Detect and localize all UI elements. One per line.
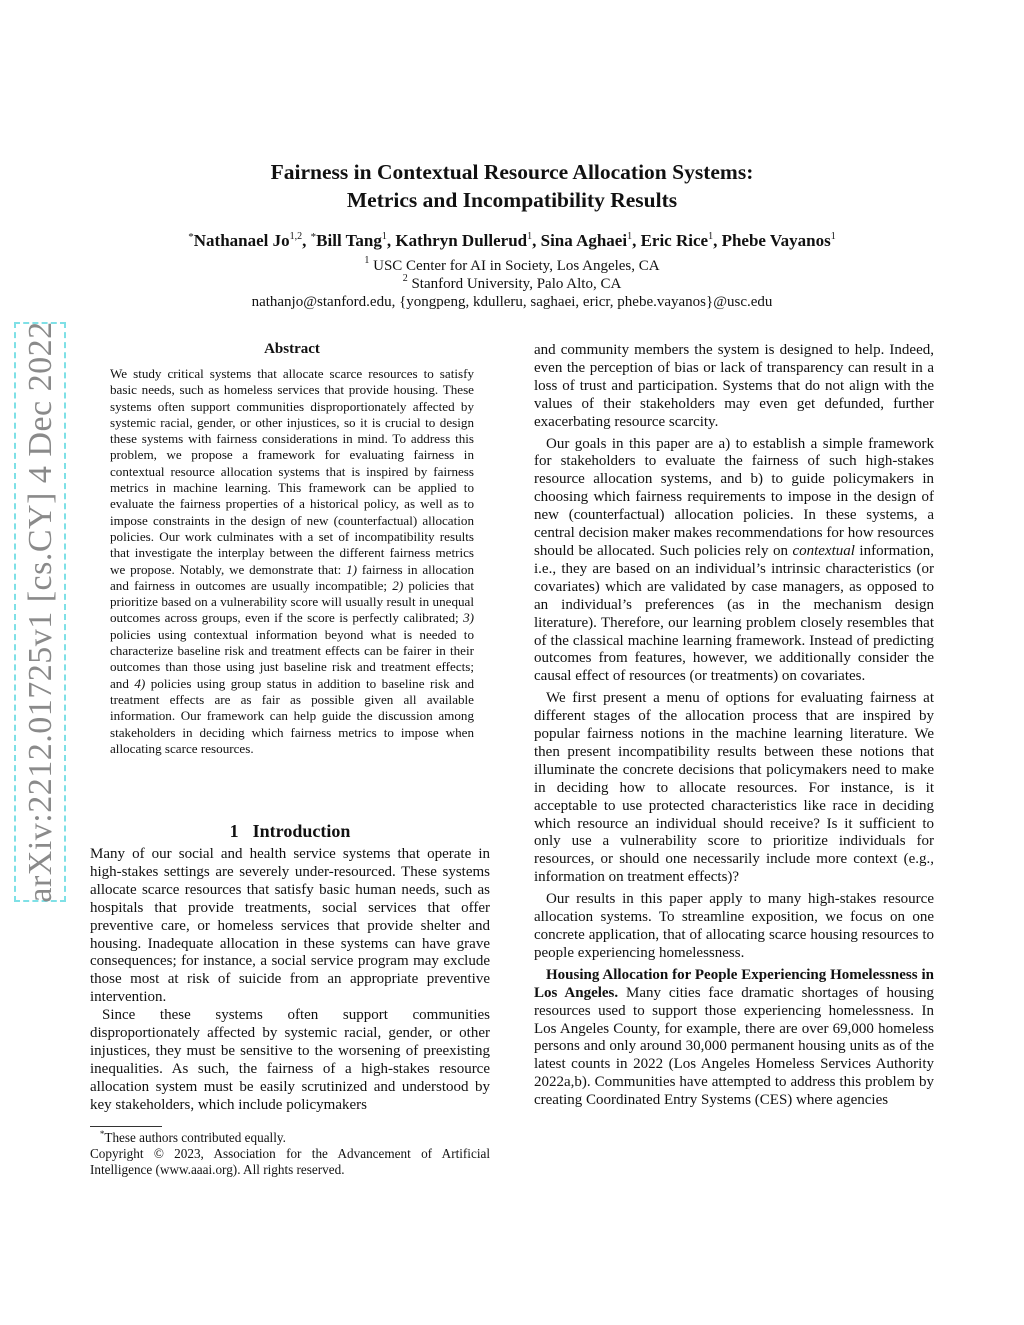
abstract-heading: Abstract [264,341,320,357]
author-name: Nathanael Jo [193,231,290,250]
affiliation-marker: 2 [402,273,408,284]
finding-number: 4) [134,675,146,691]
footnote-rule [90,1126,162,1127]
paragraph-text: Many cities face dramatic shortages of housing resources used to support those experiencing homelessness. In Los Angeles County, for example, there are over 69,000 homeless persons and only around 30,000 permanent housing units as of the latest counts in 2022 (Los Angeles Homeless Services Authority 2022a,b). Communities have attempted to address this problem by creating Coordinated Entry Systems (CES) where agencies [534,984,934,1109]
paper-title [0,158,1024,214]
affiliation-1 [0,255,1024,275]
author-affil: 1 [527,231,533,242]
left-column-body [90,846,490,1115]
author-emails: nathanjo@stanford.edu, {yongpeng, kdulleru, saghaei, ericr, phebe.vayanos}@usc.edu [251,294,773,310]
affiliation-text: Stanford University, Palo Alto, CA [411,276,622,292]
emphasis: contextual [792,542,855,559]
run-in-heading: Housing Allocation for People Experiencing Homelessness in Los Angeles. [534,966,934,1001]
footnote-marker: * [99,1129,105,1139]
abstract-text: We study critical systems that allocate scarce resources to satisfy basic needs, such as homeless services that provide housing. These systems often support communities disproportionately affected by systemic racial, gender, or other injustices, so it is crucial to design these systems with fairness considerations in mind. To address this problem, we propose a framework for evaluating fairness in contextual resource allocation systems that is inspired by fairness metrics in machine learning. This framework can be applied to evaluate the fairness properties of a historical policy, as well as to impose constraints in the design of new (counterfactual) allocation policies. Our work culminates with a set of incompatibility results that investigate the interplay between the different fairness metrics we propose. Notably, we demonstrate that: [110,366,474,577]
paragraph: Since these systems often support communities disproportionately affected by systemic racial, gender, or other injustices, they must be sensitive to the worsening of preexisting inequalities. As such, the fairness of a high-stakes resource allocation system must be easily scrutinized and understood by key stakeholders, which include policymakers [90,1007,490,1113]
author-list [0,229,1024,253]
finding-number: 2) [392,577,404,593]
author-sep: , [532,231,541,250]
author-sep: , [386,231,396,250]
affiliation-2 [0,273,1024,293]
author-name: Phebe Vayanos [721,231,831,250]
author-sep: , [302,231,311,250]
finding-number: 3) [463,610,474,626]
author-affil: 1,2 [289,231,303,242]
right-column-body [534,342,934,1110]
author-name: Sina Aghaei [540,231,628,250]
section-heading [90,821,490,842]
title-line-2: Metrics and Incompatibility Results [346,188,678,212]
abstract-text: policies using contextual information beyond what is needed to characterize baseline risk and treatment effects can be fairer in their outcomes than those using just baseline risk and treatment effects; and [110,626,474,691]
author-marker: * [310,231,317,243]
paragraph-text: Our goals in this paper are a) to establish a simple framework for stakeholders to evaluate the fairness of such high-stakes resource allocation systems, and b) to guide policymakers in choosing which fairness requirements to impose in the design of new (counterfactual) allocation policies. In these systems, a central decision maker makes recommendations for how resources should be allocated. Such policies rely on [534,435,934,559]
paragraph: Our results in this paper apply to many high-stakes resource allocation systems. To streamline exposition, we focus on one concrete application, that of allocating scarce housing resources to people experiencing homelessness. [534,891,934,961]
author-sep: , [632,231,641,250]
abstract-text: policies that prioritize based on a vulnerability score will usually result in unequal outcomes across groups, even if the score is perfectly calibrated; [110,577,474,626]
author-affil: 1 [627,231,633,242]
author-marker: * [188,231,194,243]
abstract-text: fairness in allocation and fairness in outcomes are usually incompatible; [110,561,474,593]
author-affil: 1 [830,231,836,242]
section-number: 1 [229,821,239,841]
copyright-notice: Copyright © 2023, Association for the Advancement of Artificial Intelligence (www.aaai.org). All rights reserved. [90,1146,490,1177]
affiliation-text: USC Center for AI in Society, Los Angeles, CA [373,258,660,274]
section-title: Introduction [252,821,351,841]
abstract-text: policies using group status in addition to baseline risk and treatment effects are as fair as possible given all available information. Our framework can help guide the discussion among stakeholders in deciding which fairness metrics to impose when allocating scarce resources. [110,675,474,756]
author-name: Kathryn Dullerud [395,231,528,250]
footnote [90,1130,490,1146]
author-affil: 1 [708,231,714,242]
paragraph: and community members the system is designed to help. Indeed, even the perception of bias or lack of transparency can result in a loss of trust and participation. Systems that do not align with the values of their stakeholders may even get defunded, further exacerbating resource scarcity. [534,342,934,430]
author-sep: , [713,231,722,250]
author-name: Eric Rice [640,231,709,250]
footnote-text: These authors contributed equally. [104,1130,286,1145]
paragraph: Many of our social and health service systems that operate in high-stakes settings are severely under-resourced. These systems allocate scarce resources that satisfy basic human needs, such as hospitals that provide treatments, social services that offer preventive care, or homeless services that provide shelter and housing. Inadequate allocation in these systems can have grave consequences; for instance, a social service program may exclude those most at risk of suicide from an appropriate preventive intervention. [90,846,490,1006]
affiliation-marker: 1 [364,255,370,266]
paragraph [534,436,934,687]
paragraph [534,967,934,1110]
author-name: Bill Tang [316,231,382,250]
author-affil: 1 [381,231,387,242]
abstract-body [110,366,474,757]
title-line-1: Fairness in Contextual Resource Allocation Systems: [270,160,754,184]
finding-number: 1) [346,561,357,577]
arxiv-stamp: arXiv:2212.01725v1 [cs.CY] 4 Dec 2022 [22,321,59,903]
paragraph: We first present a menu of options for evaluating fairness at different stages of the allocation process that are inspired by popular fairness notions in the machine learning literature. We then present incompatibility results between these notions that illuminate the concrete decisions that policymakers need to make in deciding how to allocate resources. For instance, is it acceptable to use protected characteristics like race in deciding which resource an individual should receive? Is it sufficient to only use a vulnerability score to prioritize individuals for resources, or should one necessarily include more context (e.g., information on treatment effects)? [534,690,934,886]
paragraph-text: information, i.e., they are based on an individual’s intrinsic characteristics (or covariates) which are validated by case managers, as opposed to an individual’s preferences (as in the mechanism design literature). Therefore, our learning problem closely resembles that of the classical machine learning framework. Instead of predicting outcomes from features, however, we additionally consider the causal effect of resources (or treatments) on covariates. [534,542,934,685]
